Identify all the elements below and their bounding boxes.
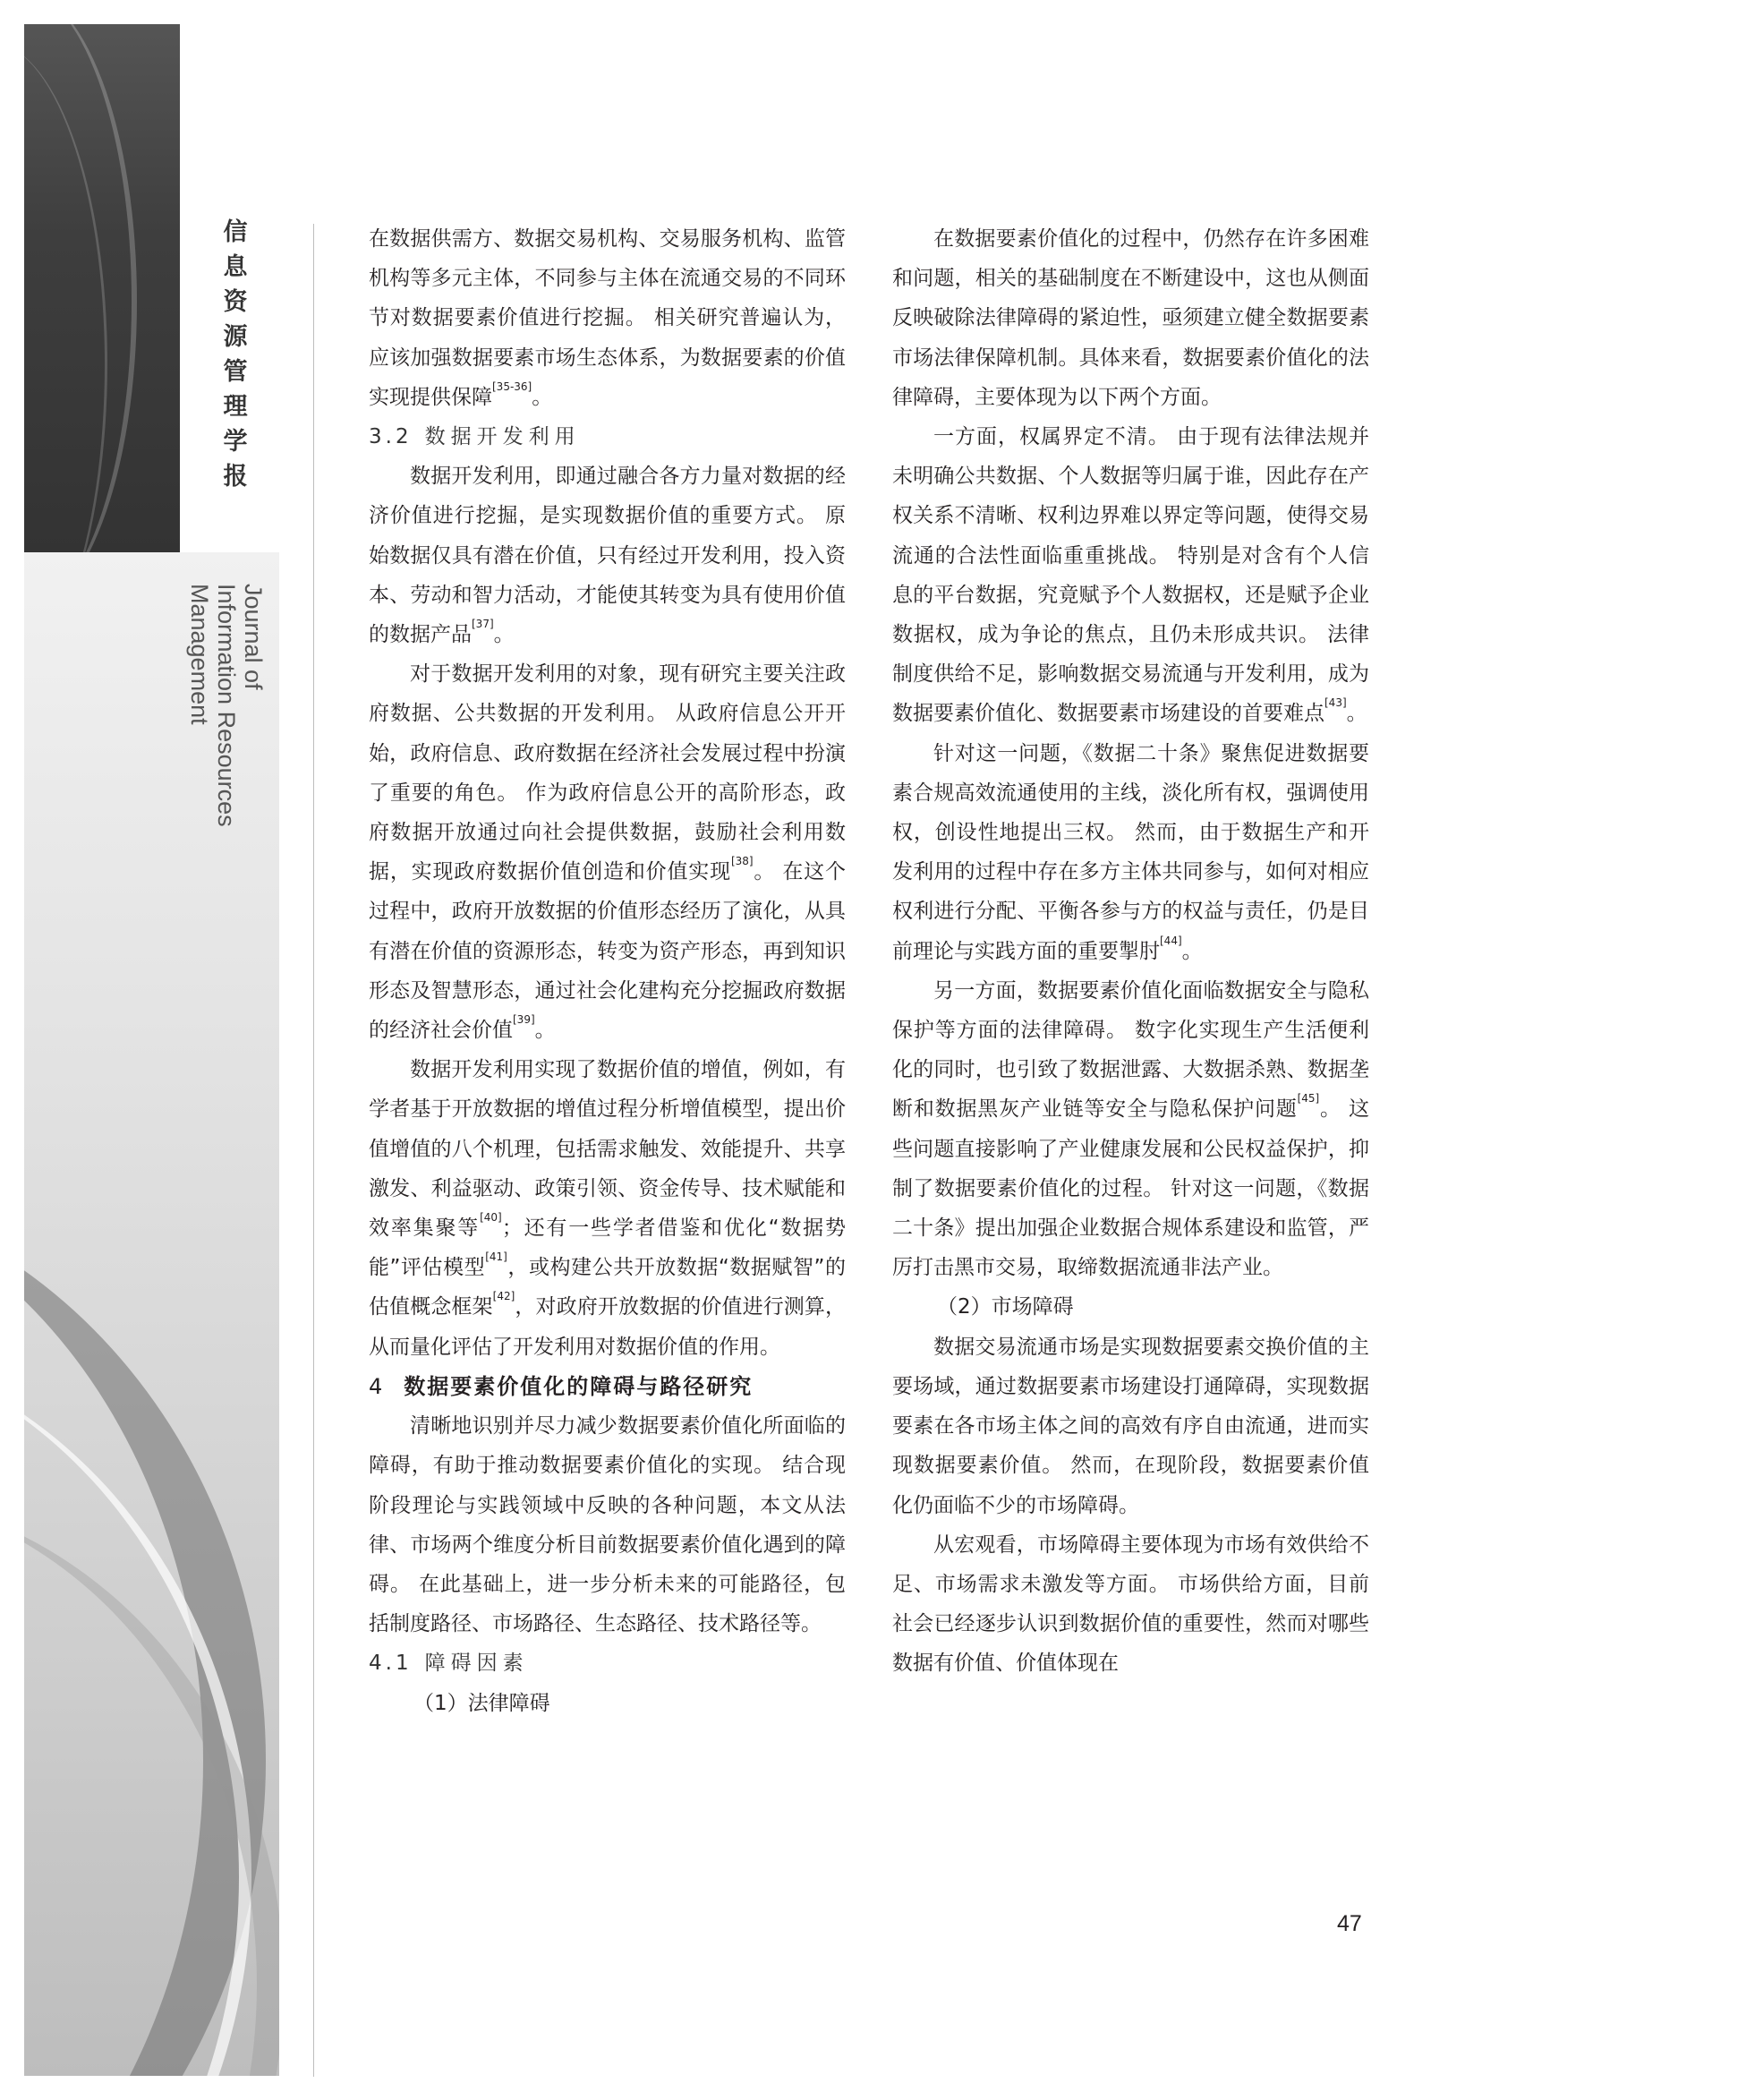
section-heading-4-1: 4.1 障碍因素	[369, 1652, 529, 1676]
subheading-market-barrier: （2）市场障碍	[937, 1295, 1074, 1319]
journal-title-cn: 信息资源管理学报	[223, 218, 248, 491]
journal-title-en: Journal of Information Resources Management	[186, 584, 267, 827]
page-number: 47	[1337, 1911, 1362, 1936]
section-heading-3-2: 3.2 数据开发利用	[369, 425, 581, 449]
paragraph: 针对这一问题，《数据二十条》聚焦促进数据要素合规高效流通使用的主线，淡化所有权，强调使用权，创设性地提出三权。 然而，由于数据生产和开发利用的过程中存在多方主体共同参与，如何对相应权利进行分配、平衡各参与方的权益与责任，仍是目前理论与实践方面的重要掣肘[44]。	[892, 741, 1369, 963]
right-column	[892, 219, 1369, 1684]
paragraph: 从宏观看，市场障碍主要体现为市场有效供给不足、市场需求未激发等方面。 市场供给方面，目前社会已经逐步认识到数据价值的重要性，然而对哪些数据有价值、价值体现在	[892, 1532, 1369, 1676]
paragraph: 清晰地识别并尽力减少数据要素价值化所面临的障碍，有助于推动数据要素价值化的实现。 结合现阶段理论与实践领域中反映的各种问题，本文从法律、市场两个维度分析目前数据要素价值化遇到的障碍。 在此基础上，进一步分析未来的可能路径，包括制度路径、市场路径、生态路径、技术路径等。	[369, 1414, 846, 1636]
paragraph: 数据开发利用，即通过融合各方力量对数据的经济价值进行挖掘，是实现数据价值的重要方式。 原始数据仅具有潜在价值，只有经过开发利用，投入资本、劳动和智力活动，才能使其转变为具有使用价值的数据产品[37]。	[369, 465, 846, 647]
paragraph: 在数据供需方、数据交易机构、交易服务机构、监管机构等多元主体，不同参与主体在流通交易的不同环节对数据要素价值进行挖掘。 相关研究普遍认为，应该加强数据要素市场生态体系，为数据要素的价值实现提供保障[35-36]。	[369, 227, 846, 409]
paragraph: 数据开发利用实现了数据价值的增值，例如，有学者基于开放数据的增值过程分析增值模型，提出价值增值的八个机理，包括需求触发、效能提升、共享激发、利益驱动、政策引领、资金传导、技术赋能和效率集聚等[40]；还有一些学者借鉴和优化“数据势能”评估模型[41]，或构建公共开放数据“数据赋智”的估值概念框架[42]，对政府开放数据的价值进行测算，从而量化评估了开发利用对数据价值的作用。	[369, 1058, 847, 1359]
citation[interactable]: [44]	[1160, 934, 1182, 947]
sidebar-divider	[313, 224, 314, 2077]
left-column	[369, 219, 846, 1723]
paragraph: 另一方面，数据要素价值化面临数据安全与隐私保护等方面的法律障碍。 数字化实现生产生活便利化的同时，也引致了数据泄露、大数据杀熟、数据垄断和数据黑灰产业链等安全与隐私保护问题[45]。 这些问题直接影响了产业健康发展和公民权益保护，抑制了数据要素价值化的过程。 针对这一问题，《数据二十条》提出加强企业数据合规体系建设和监管，严厉打击黑市交易，取缔数据流通非法产业。	[892, 978, 1370, 1280]
sidebar-decoration-dark	[24, 24, 180, 552]
citation[interactable]: [38]	[730, 855, 754, 868]
citation[interactable]: [43]	[1324, 696, 1347, 710]
paragraph: 对于数据开发利用的对象，现有研究主要关注政府数据、公共数据的开发利用。 从政府信息公开开始，政府信息、政府数据在经济社会发展过程中扮演了重要的角色。 作为政府信息公开的高阶形态，政府数据开放通过向社会提供数据，鼓励社会利用数据，实现政府数据价值创造和价值实现[38]。 在这个过程中，政府开放数据的价值形态经历了演化，从具有潜在价值的资源形态，转变为资产形态，再到知识形态及智慧形态，通过社会化建构充分挖掘政府数据的经济社会价值[39]。	[369, 662, 847, 1043]
paragraph: 一方面，权属界定不清。 由于现有法律法规并未明确公共数据、个人数据等归属于谁，因此存在产权关系不清晰、权利边界难以界定等问题，使得交易流通的合法性面临重重挑战。 特别是对含有个人信息的平台数据，究竟赋予个人数据权，还是赋予企业数据权，成为争论的焦点，且仍未形成共识。 法律制度供给不足，影响数据交易流通与开发利用，成为数据要素价值化、数据要素市场建设的首要难点[43]。	[892, 425, 1369, 726]
paragraph: 数据交易流通市场是实现数据要素交换价值的主要场域，通过数据要素市场建设打通障碍，实现数据要素在各市场主体之间的高效有序自由流通，进而实现数据要素价值。 然而，在现阶段，数据要素价值化仍面临不少的市场障碍。	[892, 1335, 1369, 1517]
subheading-legal-barrier: （1）法律障碍	[413, 1691, 550, 1715]
citation[interactable]: [39]	[513, 1013, 535, 1027]
citation[interactable]: [45]	[1297, 1092, 1320, 1105]
section-heading-4: 4 数据要素价值化的障碍与路径研究	[369, 1373, 754, 1399]
citation[interactable]: [41]	[485, 1251, 507, 1264]
paragraph: 在数据要素价值化的过程中，仍然存在许多困难和问题，相关的基础制度在不断建设中，这也从侧面反映破除法律障碍的紧迫性，亟须建立健全数据要素市场法律保障机制。具体来看，数据要素价值化的法律障碍，主要体现为以下两个方面。	[892, 227, 1369, 409]
citation[interactable]: [42]	[492, 1290, 515, 1303]
citation[interactable]: [37]	[472, 618, 494, 631]
citation[interactable]: [35-36]	[492, 380, 532, 393]
citation[interactable]: [40]	[480, 1211, 502, 1225]
